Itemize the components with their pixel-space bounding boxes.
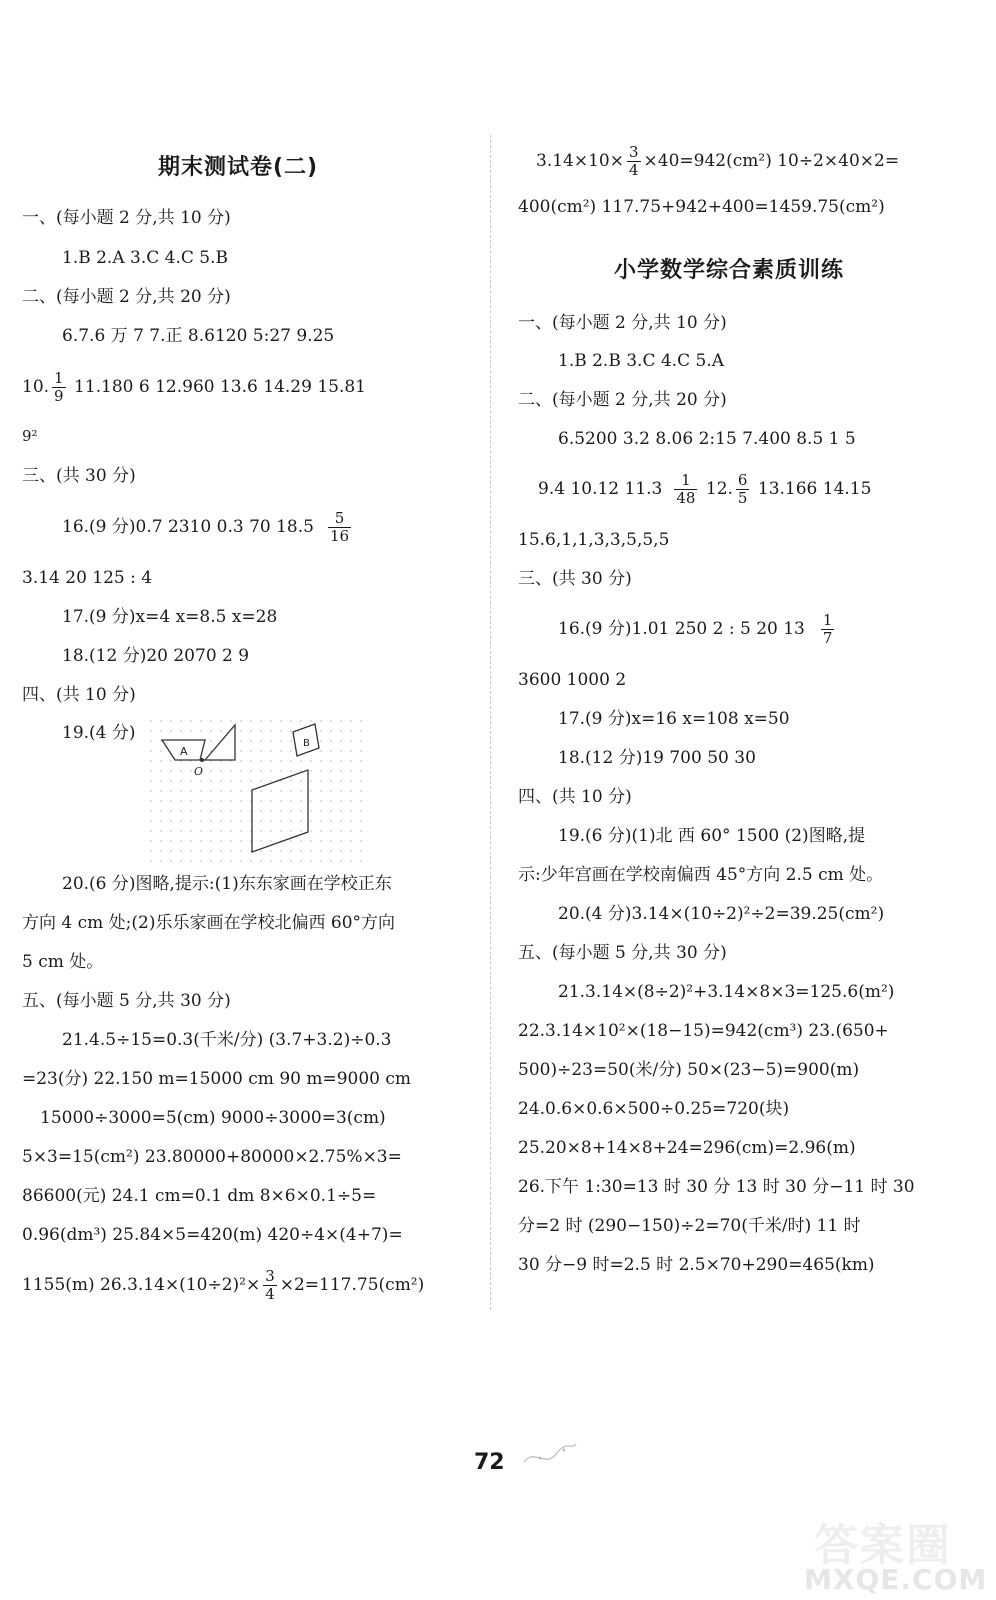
section-heading: 一、(每小题 2 分,共 10 分): [518, 313, 727, 333]
watermark-cn: 答案圈: [814, 1520, 952, 1571]
section-heading: 二、(每小题 2 分,共 20 分): [22, 287, 231, 307]
decorative-flourish-icon: [520, 1440, 580, 1470]
answer-line: 25.20×8+14×8+24=296(cm)=2.96(m): [518, 1138, 856, 1158]
answer-line: 9²: [22, 427, 38, 445]
answer-line: 3.14 20 125 : 4: [22, 568, 153, 588]
answer-line: 20.(4 分)3.14×(10÷2)²÷2=39.25(cm²): [558, 904, 885, 924]
label-b: B: [303, 738, 310, 749]
fraction-denominator: 4: [628, 161, 639, 179]
fraction-denominator: 16: [329, 527, 350, 545]
fraction-denominator: 9: [54, 387, 64, 405]
line-prefix: 9.4 10.12 11.3: [538, 479, 663, 499]
label-o: O: [194, 765, 204, 778]
fraction-numerator: 6: [737, 471, 748, 489]
fraction: [328, 510, 351, 545]
answer-line: 方向 4 cm 处;(2)乐乐家画在学校北偏西 60°方向: [22, 913, 396, 933]
answer-line: [22, 370, 366, 405]
line-prefix: 1155(m) 26.3.14×(10÷2)²×: [22, 1275, 261, 1295]
line-prefix: 3.14×10×: [536, 151, 624, 171]
section-heading: 五、(每小题 5 分,共 30 分): [518, 943, 727, 963]
answer-line: =23(分) 22.150 m=15000 cm 90 m=9000 cm: [22, 1069, 412, 1089]
answer-line: 15.6,1,1,3,3,5,5,5: [518, 530, 670, 550]
line-suffix: ×40=942(cm²) 10÷2×40×2=: [643, 151, 900, 171]
answer-line: 17.(9 分)x=16 x=108 x=50: [558, 709, 790, 729]
answer-line: 15000÷3000=5(cm) 9000÷3000=3(cm): [40, 1108, 386, 1128]
answer-line: 5×3=15(cm²) 23.80000+80000×2.75%×3=: [22, 1147, 402, 1167]
answer-line: 示:少年宫画在学校南偏西 45°方向 2.5 cm 处。: [518, 865, 884, 885]
answer-line: 18.(12 分)20 2070 2 9: [62, 646, 250, 666]
answer-line: [558, 612, 837, 647]
answer-line: [62, 510, 354, 545]
answer-line: 400(cm²) 117.75+942+400=1459.75(cm²): [518, 197, 885, 217]
answer-line: 500)÷23=50(米/分) 50×(23−5)=900(m): [518, 1060, 860, 1080]
answer-line: 3600 1000 2: [518, 670, 627, 690]
fraction: [736, 472, 750, 507]
section-title: 期末测试卷(二): [158, 155, 319, 180]
section-title: 小学数学综合素质训练: [614, 258, 845, 283]
answer-line: 86600(元) 24.1 cm=0.1 dm 8×6×0.1÷5=: [22, 1186, 377, 1206]
section-heading: 五、(每小题 5 分,共 30 分): [22, 991, 231, 1011]
fraction: [674, 472, 697, 507]
line-suffix: 13.166 14.15: [752, 479, 872, 499]
answer-line: 0.96(dm³) 25.84×5=420(m) 420÷4×(4+7)=: [22, 1225, 403, 1245]
fraction-denominator: 5: [737, 489, 748, 507]
point-o-marker: [200, 758, 204, 762]
fraction-numerator: 1: [54, 369, 64, 387]
fraction-numerator: 1: [822, 611, 833, 629]
line-suffix: ×2=117.75(cm²): [279, 1275, 425, 1295]
answer-line: 21.4.5÷15=0.3(千米/分) (3.7+3.2)÷0.3: [62, 1030, 392, 1050]
fraction-numerator: 3: [628, 143, 639, 161]
answer-line: 5 cm 处。: [22, 952, 104, 972]
fraction-denominator: 48: [676, 489, 696, 507]
line-prefix: 16.(9 分)0.7 2310 0.3 70 18.5: [62, 517, 314, 537]
answer-line: 19.(4 分): [62, 723, 136, 743]
answer-line: 1.B 2.A 3.C 4.C 5.B: [62, 248, 228, 268]
fraction-denominator: 4: [265, 1285, 275, 1303]
section-heading: 四、(共 10 分): [518, 787, 632, 807]
answer-line: 6.7.6 万 7 7.正 8.6120 5:27 9.25: [62, 326, 335, 346]
answer-line: 20.(6 分)图略,提示:(1)东东家画在学校正东: [62, 874, 392, 894]
section-heading: 三、(共 30 分): [518, 569, 632, 589]
watermark-en: MXQE.COM: [804, 1563, 988, 1596]
answer-line: 分=2 时 (290−150)÷2=70(千米/时) 11 时: [518, 1216, 861, 1236]
fraction-denominator: 7: [822, 629, 833, 647]
fraction-numerator: 1: [674, 472, 697, 490]
answer-line: 24.0.6×0.6×500÷0.25=720(块): [518, 1099, 790, 1119]
answer-line: [536, 144, 899, 179]
answer-line: 6.5200 3.2 8.06 2:15 7.400 8.5 1 5: [558, 429, 856, 449]
line-prefix: 16.(9 分)1.01 250 2 : 5 20 13: [558, 619, 805, 639]
label-a: A: [180, 745, 188, 758]
fraction: [52, 370, 66, 405]
line-prefix: 10.: [22, 377, 50, 397]
answer-line: [22, 1268, 424, 1303]
fraction: [263, 1268, 277, 1303]
answer-line: 19.(6 分)(1)北 西 60° 1500 (2)图略,提: [558, 826, 866, 846]
answer-line: 30 分−9 时=2.5 时 2.5×70+290=465(km): [518, 1255, 875, 1275]
fraction: [627, 144, 641, 179]
section-heading: 四、(共 10 分): [22, 685, 136, 705]
answer-line: 17.(9 分)x=4 x=8.5 x=28: [62, 607, 278, 627]
section-heading: 二、(每小题 2 分,共 20 分): [518, 390, 727, 410]
answer-line: 26.下午 1:30=13 时 30 分 13 时 30 分−11 时 30: [518, 1177, 915, 1197]
answer-line: 1.B 2.B 3.C 4.C 5.A: [558, 351, 724, 371]
page-number: 72: [474, 1450, 505, 1475]
section-heading: 一、(每小题 2 分,共 10 分): [22, 208, 231, 228]
grid-figure: [150, 720, 365, 865]
line-suffix: 11.180 6 12.960 13.6 14.29 15.81: [68, 377, 366, 397]
answer-line: 21.3.14×(8÷2)²+3.14×8×3=125.6(m²): [558, 982, 895, 1002]
fraction-numerator: 3: [265, 1267, 275, 1285]
fraction: [821, 612, 835, 647]
line-middle: 12.: [700, 479, 733, 499]
answer-line: [538, 472, 871, 507]
column-divider: [490, 135, 491, 1310]
answer-line: 22.3.14×10²×(18−15)=942(cm³) 23.(650+: [518, 1021, 889, 1041]
fraction-numerator: 5: [328, 510, 351, 528]
watermark: [770, 1505, 996, 1600]
section-heading: 三、(共 30 分): [22, 466, 136, 486]
answer-line: 18.(12 分)19 700 50 30: [558, 748, 756, 768]
